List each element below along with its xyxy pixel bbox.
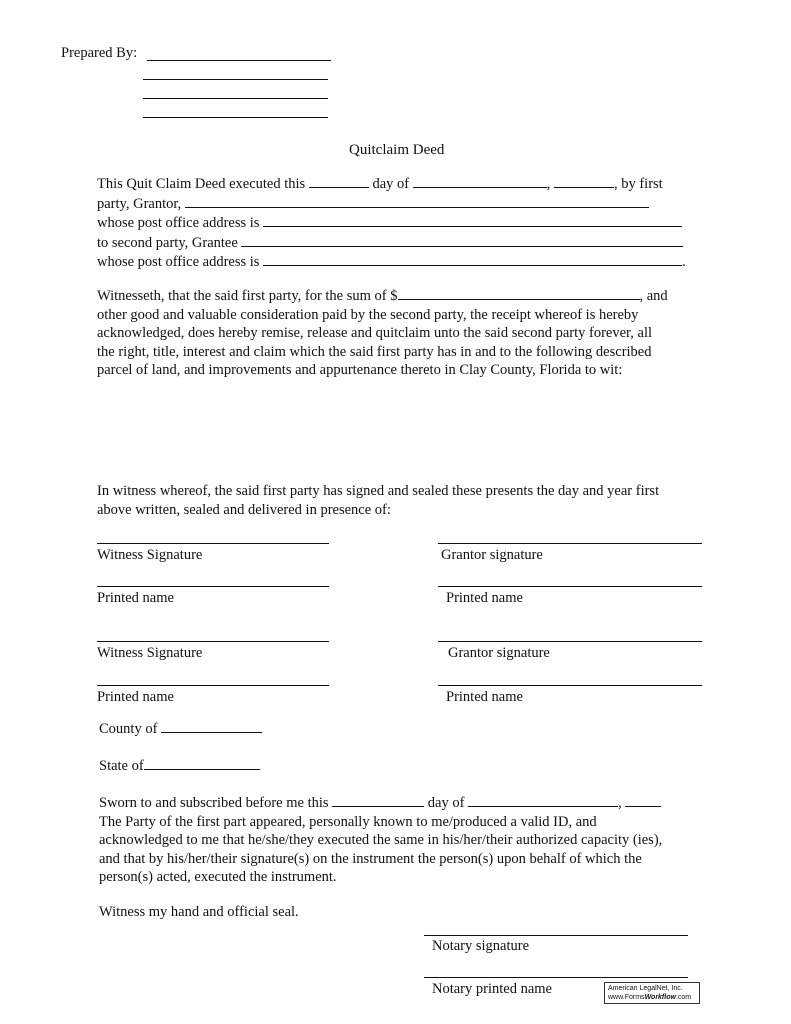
grantor-signature-line-1[interactable] bbox=[438, 543, 702, 544]
sworn-year-field[interactable] bbox=[625, 793, 661, 807]
witnesseth-line-3: acknowledged, does hereby remise, release and quitclaim unto the said second party forever, all bbox=[97, 325, 653, 342]
sworn-line-1b: day of bbox=[427, 795, 465, 811]
stamp-line-1: American LegalNet, Inc. bbox=[608, 985, 683, 992]
stamp-line-2c: .com bbox=[675, 994, 692, 1001]
document-title: Quitclaim Deed bbox=[349, 142, 445, 158]
printed-name-label-1: Printed name bbox=[97, 590, 174, 606]
intro-text-2: day of bbox=[372, 176, 410, 192]
witness-signature-label-2: Witness Signature bbox=[97, 645, 203, 661]
grantor-address-label: whose post office address is bbox=[97, 215, 260, 232]
printed-name-label-4: Printed name bbox=[446, 689, 523, 705]
witnesseth-line-4: the right, title, interest and claim which the said first party has in and to the following described bbox=[97, 343, 652, 360]
witnesseth-line-2: other good and valuable consideration paid by the second party, the receipt whereof is hereby bbox=[97, 306, 639, 323]
witnesseth-line-1b: , and bbox=[639, 288, 668, 304]
witness-signature-label-1: Witness Signature bbox=[97, 547, 203, 563]
witness-printed-name-line-2[interactable] bbox=[97, 685, 329, 686]
in-witness-paragraph bbox=[97, 482, 707, 519]
intro-period: . bbox=[682, 254, 686, 271]
county-field[interactable] bbox=[161, 719, 262, 733]
notary-printed-name-line[interactable] bbox=[424, 977, 688, 978]
sworn-day-field[interactable] bbox=[332, 793, 424, 807]
prepared-by-line-1[interactable] bbox=[147, 60, 331, 61]
witness-signature-line-1[interactable] bbox=[97, 543, 329, 544]
witness-hand-text: Witness my hand and official seal. bbox=[99, 904, 299, 920]
stamp-line-2 bbox=[608, 993, 696, 1002]
witness-printed-name-line-1[interactable] bbox=[97, 586, 329, 587]
sworn-paragraph bbox=[99, 793, 709, 887]
grantor-name-field[interactable] bbox=[185, 194, 649, 208]
grantee-label: to second party, Grantee bbox=[97, 234, 238, 251]
notary-signature-label: Notary signature bbox=[432, 938, 530, 954]
sworn-line-3: acknowledged to me that he/she/they executed the same in his/her/their authorized capacity (ies), bbox=[99, 832, 663, 849]
witnesseth-line-5: parcel of land, and improvements and appurtenance thereto in Clay County, Florida to wit: bbox=[97, 362, 623, 379]
sworn-month-field[interactable] bbox=[468, 793, 618, 807]
witnesseth-paragraph bbox=[97, 286, 707, 380]
intro-comma: , bbox=[546, 176, 551, 192]
state-label: State of bbox=[99, 758, 144, 774]
grantor-signature-line-2[interactable] bbox=[438, 641, 702, 642]
stamp-line-2a: www.Forms bbox=[608, 994, 645, 1001]
in-witness-line-1: In witness whereof, the said first party has signed and sealed these presents the day and year first bbox=[97, 483, 660, 499]
prepared-by-label: Prepared By: bbox=[61, 45, 138, 61]
intro-text-4: , by first bbox=[613, 176, 663, 192]
grantor-signature-label-1: Grantor signature bbox=[441, 547, 543, 563]
witness-signature-line-2[interactable] bbox=[97, 641, 329, 642]
grantor-signature-label-2: Grantor signature bbox=[448, 645, 550, 661]
notary-printed-name-label: Notary printed name bbox=[432, 981, 552, 997]
stamp-line-2b: Workflow bbox=[644, 994, 676, 1001]
execution-year-field[interactable] bbox=[554, 174, 614, 188]
sworn-line-2: The Party of the first part appeared, personally known to me/produced a valid ID, and bbox=[99, 813, 597, 830]
sworn-line-5: person(s) acted, executed the instrument. bbox=[99, 869, 337, 886]
sworn-line-4: and that by his/her/their signature(s) on the instrument the person(s) upon behalf of which the bbox=[99, 850, 642, 867]
execution-month-field[interactable] bbox=[413, 174, 547, 188]
prepared-by-line-2[interactable] bbox=[143, 79, 328, 80]
prepared-by-line-4[interactable] bbox=[143, 117, 328, 118]
witnesseth-line-1a: Witnesseth, that the said first party, for the sum of $ bbox=[97, 288, 398, 304]
execution-day-field[interactable] bbox=[309, 174, 369, 188]
state-row bbox=[99, 756, 260, 775]
intro-block bbox=[97, 174, 707, 272]
state-field[interactable] bbox=[144, 756, 260, 770]
grantee-address-field[interactable] bbox=[263, 252, 682, 266]
in-witness-line-2: above written, sealed and delivered in presence of: bbox=[97, 501, 391, 518]
grantee-name-field[interactable] bbox=[241, 233, 683, 247]
grantor-address-field[interactable] bbox=[263, 213, 682, 227]
county-label: County of bbox=[99, 721, 158, 737]
grantor-printed-name-line-1[interactable] bbox=[438, 586, 702, 587]
prepared-by-line-3[interactable] bbox=[143, 98, 328, 99]
printed-name-label-3: Printed name bbox=[97, 689, 174, 705]
printed-name-label-2: Printed name bbox=[446, 590, 523, 606]
notary-signature-line[interactable] bbox=[424, 935, 688, 936]
publisher-stamp bbox=[604, 982, 700, 1004]
sworn-comma: , bbox=[618, 795, 622, 811]
county-row bbox=[99, 719, 262, 738]
consideration-amount-field[interactable] bbox=[398, 286, 640, 300]
grantor-printed-name-line-2[interactable] bbox=[438, 685, 702, 686]
sworn-line-1a: Sworn to and subscribed before me this bbox=[99, 795, 329, 811]
grantor-label: party, Grantor, bbox=[97, 195, 182, 212]
intro-text-1: This Quit Claim Deed executed this bbox=[97, 176, 306, 192]
grantee-address-label: whose post office address is bbox=[97, 254, 260, 271]
